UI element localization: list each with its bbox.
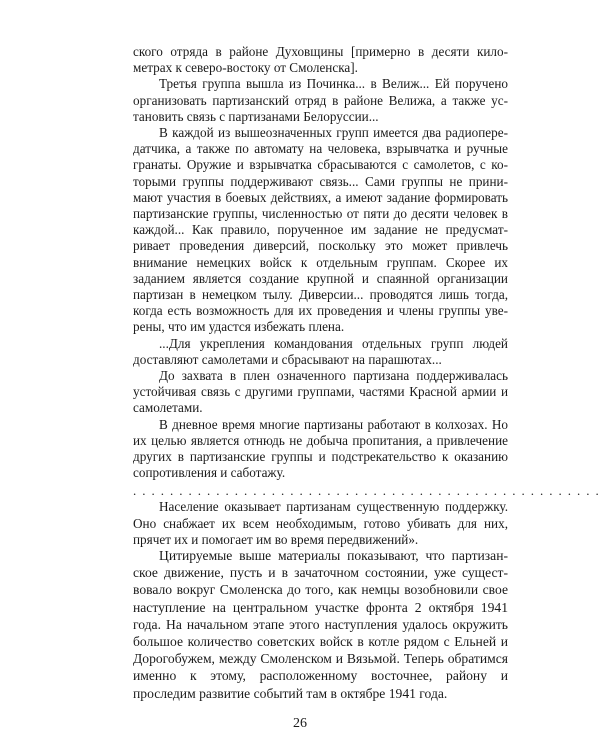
quote-paragraph-2: Третья группа вышла из Починка... в Велиж... Ей поручено организовать партизанский отряд в районе Велижа, а также установить связь с партизанами Белоруссии...	[133, 76, 508, 124]
ellipsis-separator: ...................................................	[133, 483, 605, 499]
quote-paragraph-3: В каждой из вышеозначенных групп имеется два радиопередатчика, а также по автомату на человека, взрывчатка и ручные гранаты. Оружие и взрывчатка сбрасываются с самолетов, с которыми группы поддерживают связь... Сами группы не принимают участия в боевых действиях, а имеют задание формировать партизанские группы, численностью от пяти до десяти человек в каждой... Как правило, порученное им задание не предусматривает проведения диверсий, поскольку это может привлечь внимание немецких войск к отдельным группам. Скорее их заданием является создание крупной и спаянной организации партизан в немецком тылу. Диверсии... проводятся лишь тогда, когда есть возможность для их проведения и члены группы уверены, что им удастся избежать плена.	[133, 125, 508, 335]
page-number: 26	[293, 716, 307, 731]
quote-paragraph-final: Население оказывает партизанам существенную поддержку. Оно снабжает их всем необходимым, готово убивать для них, прячет их и помогает им во время передвижений».	[133, 499, 508, 547]
quotation-block	[133, 44, 605, 548]
quote-paragraph-5: До захвата в плен означенного партизана поддерживалась устойчивая связь с другими группами, частями Красной армии и самолетами.	[133, 368, 508, 416]
quote-paragraph-1: ского отряда в районе Духовщины [примерно в десяти километрах к северо-востоку от Смоленска].	[133, 44, 508, 76]
quote-paragraph-4: ...Для укрепления командования отдельных групп людей доставляют самолетами и сбрасывают на парашютах...	[133, 335, 508, 367]
main-paragraph: Цитируемые выше материалы показывают, что партизанское движение, пусть и в зачаточном состоянии, уже существовало вокруг Смоленска до того, как немцы возобновили свое наступление на центральном участке фронта 2 октября 1941 года. На начальном этапе этого наступления удалось окружить большое количество советских войск в котле рядом с Ельней и Дорогобужем, между Смоленском и Вязьмой. Теперь обратимся именно к этому, расположенному восточнее, району и проследим развитие событий там в октябре 1941 года.	[133, 548, 508, 701]
main-text-block	[133, 547, 508, 702]
quote-paragraph-6: В дневное время многие партизаны работают в колхозах. Но их целью является отнюдь не добыча пропитания, а привлечение других в партизанские группы и подстрекательство к оказанию сопротивления и саботажу.	[133, 416, 508, 481]
